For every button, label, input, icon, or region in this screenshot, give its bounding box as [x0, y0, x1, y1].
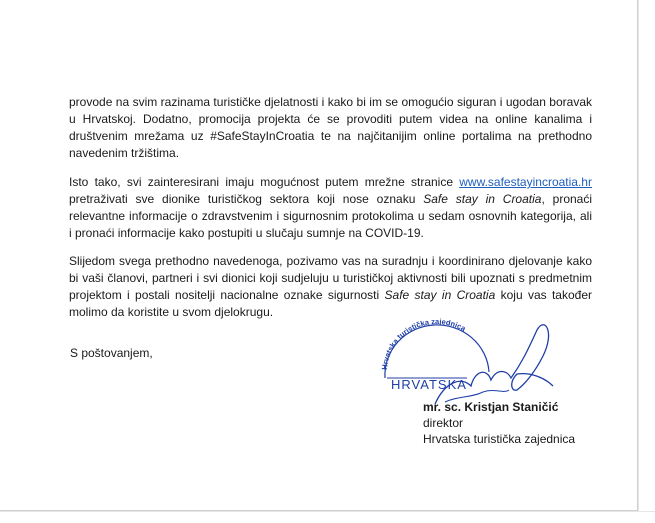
signatory-organization: Hrvatska turistička zajednica [423, 432, 576, 446]
label-name-italic: Safe stay in Croatia [423, 192, 542, 206]
signatory-name: mr. sc. Kristjan Staničić [423, 400, 559, 414]
text-line: bi vaši članovi, partneri i svi dionici koji sudjeluju u turističkoj aktivnosti bili upoznati s predmetnim [69, 271, 592, 285]
page-edge-right [638, 0, 655, 522]
paragraph-website [69, 174, 592, 242]
paragraph-invitation [69, 253, 592, 321]
text-fragment: , pronaći [541, 192, 593, 206]
text-fragment: Isto tako, svi zainteresirani imaju mogućnost putem mrežne stranice [69, 175, 454, 189]
text-line: relevantne informacije o zdravstvenim i sigurnosnim protokolima u sedam osnovnih kategorija, ali [69, 209, 592, 223]
text-line [69, 174, 592, 191]
website-link[interactable]: www.safestayincroatia.hr [459, 175, 592, 189]
paragraph-promotion [69, 94, 592, 162]
text-line: u Hrvatskoj. Dodatno, promocija projekta će se provoditi putem videa na online kanalima i [69, 112, 592, 126]
text-line: društvenim mrežama uz #SafeStayInCroatia te na najčitanijim online portalima na prethodno [69, 129, 592, 143]
text-line: provode na svim razinama turističke djelatnosti i kako bi im se omogućio siguran i ugodan boravak [69, 95, 592, 109]
signatory-title: direktor [423, 416, 464, 430]
text-line: molimo da koristite u svom djelokrugu. [69, 305, 274, 319]
text-fragment: projektom i postali nositelji nacionalne oznake sigurnosti [69, 288, 380, 302]
text-line: Slijedom svega prethodno navedenoga, pozivamo vas na suradnju i koordinirano djelovanje kako [69, 254, 592, 268]
stamp-ring-text: Hrvatska turistička zajednica [379, 316, 468, 371]
page-edge-bottom [0, 511, 655, 523]
text-fragment: pretraživati sve dionike turističkog sektora koji nose oznaku [69, 192, 416, 206]
stamp-logo-text: HRVATSKA [391, 377, 467, 392]
text-fragment: koju vas također [500, 288, 592, 302]
text-line [69, 191, 592, 208]
text-line: navedenim tržištima. [69, 146, 180, 160]
closing-salutation: S poštovanjem, [70, 346, 153, 360]
text-line [69, 287, 592, 304]
handwritten-signature [435, 325, 553, 404]
label-name-italic: Safe stay in Croatia [384, 288, 496, 302]
text-line: i pronaći informacije kako postupiti u slučaju sumnje na COVID-19. [69, 226, 424, 240]
